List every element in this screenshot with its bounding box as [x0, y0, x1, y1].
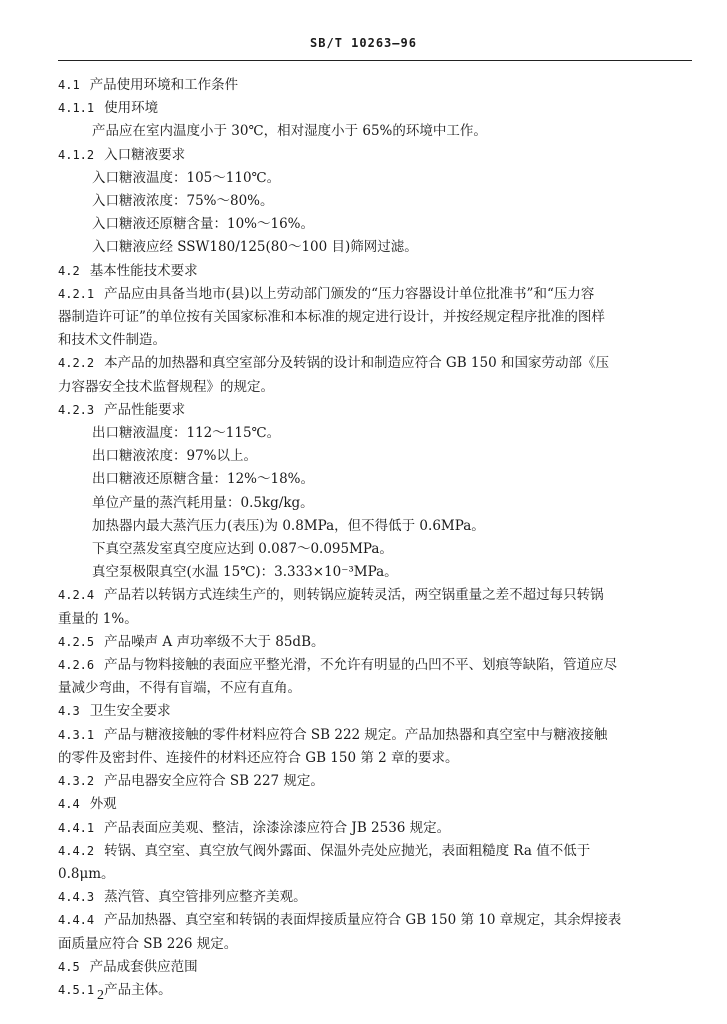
- indented-line: 入口糖液浓度：75%～80%。: [92, 193, 274, 210]
- section-number: 4.1: [58, 78, 80, 92]
- indented-line: 出口糖液温度：112～115℃。: [92, 425, 281, 442]
- section-number: 4.3: [58, 704, 80, 719]
- continuation-line: 力容器安全技术监督规程》的规定。: [58, 378, 274, 395]
- indented-line: 下真空蒸发室真空度应达到 0.087～0.095MPa。: [92, 541, 393, 558]
- section-line: [58, 979, 692, 1002]
- header-rule: [58, 60, 692, 61]
- indented-line: 真空泵极限真空(水温 15℃)：3.333×10⁻³MPa。: [92, 564, 398, 581]
- section-text: 本产品的加热器和真空室部分及转锅的设计和制造应符合 GB 150 和国家劳动部《压: [104, 355, 609, 372]
- section-text: 产品电器安全应符合 SB 227 规定。: [104, 773, 324, 790]
- section-line: [58, 724, 692, 747]
- section-text: 产品成套供应范围: [89, 958, 198, 975]
- section-text: 外观: [89, 796, 117, 813]
- section-line: [58, 352, 692, 375]
- indented-line: 入口糖液还原糖含量：10%～16%。: [92, 216, 315, 233]
- indented-line: 入口糖液温度：105～110℃。: [92, 169, 281, 186]
- section-number: 4.2.1: [58, 286, 95, 301]
- section-line: [58, 144, 692, 167]
- section-text: 产品表面应美观、整洁，涂漆涂漆应符合 JB 2536 规定。: [104, 819, 451, 836]
- section-line: [58, 283, 692, 306]
- section-line: [58, 260, 692, 283]
- section-line: [58, 886, 692, 909]
- section-text: 使用环境: [104, 100, 159, 117]
- section-line: [58, 584, 692, 607]
- section-number: 4.1.2: [58, 147, 95, 162]
- section-text: 基本性能技术要求: [89, 262, 198, 279]
- continuation-line: 量减少弯曲，不得有盲端，不应有直角。: [58, 680, 301, 697]
- section-number: 4.3.1: [58, 727, 95, 742]
- section-number: 4.2.3: [58, 402, 95, 417]
- section-text: 转锅、真空室、真空放气阀外露面、保温外壳处应抛光，表面粗糙度 Ra 值不低于: [104, 842, 591, 859]
- section-text: 入口糖液要求: [104, 146, 186, 163]
- indented-line: 产品应在室内温度小于 30℃，相对湿度小于 65%的环境中工作。: [92, 123, 487, 140]
- section-number: 4.3.2: [58, 774, 95, 789]
- indented-line: 出口糖液浓度：97%以上。: [92, 448, 258, 465]
- section-number: 4.4.1: [58, 820, 95, 835]
- section-number: 4.2.6: [58, 658, 95, 673]
- section-text: 产品应由具备当地市(县)以上劳动部门颁发的“压力容器设计单位批准书”和“压力容: [104, 285, 595, 302]
- section-line: [58, 956, 692, 979]
- section-text: 产品若以转锅方式连续生产的，则转锅应旋转灵活，两空锅重量之差不超过每只转锅: [104, 587, 604, 604]
- indented-line: 加热器内最大蒸汽压力(表压)为 0.8MPa，但不得低于 0.6MPa。: [92, 517, 485, 534]
- document-header: SB/T 10263—96: [310, 36, 417, 50]
- section-text: 产品主体。: [104, 981, 172, 998]
- continuation-line: 重量的 1%。: [58, 610, 138, 627]
- section-text: 产品使用环境和工作条件: [89, 77, 239, 93]
- section-text: 产品加热器、真空室和转锅的表面焊接质量应符合 GB 150 第 10 章规定，其余焊接表: [104, 912, 622, 929]
- section-number: 4.4.4: [58, 913, 95, 928]
- section-line: [58, 399, 692, 422]
- section-text: 产品噪声 A 声功率级不大于 85dB。: [104, 633, 325, 650]
- section-line: [58, 817, 692, 840]
- section-number: 4.4.2: [58, 843, 95, 858]
- section-line: [58, 74, 692, 97]
- section-line: [58, 840, 692, 863]
- section-text: 卫生安全要求: [89, 703, 171, 720]
- section-number: 4.4.3: [58, 890, 95, 905]
- section-text: 产品性能要求: [104, 401, 186, 418]
- section-number: 4.5.1: [58, 982, 95, 997]
- section-line: [58, 631, 692, 654]
- section-line: [58, 654, 692, 677]
- section-line: [58, 793, 692, 816]
- section-number: 4.1.1: [58, 101, 95, 116]
- section-number: 4.2.5: [58, 634, 95, 649]
- section-number: 4.2.2: [58, 356, 95, 371]
- continuation-line: 面质量应符合 SB 226 规定。: [58, 935, 238, 952]
- continuation-line: 和技术文件制造。: [58, 332, 166, 349]
- section-line: [58, 770, 692, 793]
- indented-line: 出口糖液还原糖含量：12%～18%。: [92, 471, 315, 488]
- document-body: [58, 74, 692, 1002]
- indented-line: 入口糖液应经 SSW180/125(80～100 目)筛网过滤。: [92, 239, 418, 256]
- section-text: 产品与物料接触的表面应平整光滑，不允许有明显的凸凹不平、划痕等缺陷，管道应尽: [104, 657, 618, 674]
- section-line: [58, 909, 692, 932]
- section-line: [58, 97, 692, 120]
- section-text: 产品与糖液接触的零件材料应符合 SB 222 规定。产品加热器和真空室中与糖液接触: [104, 726, 608, 743]
- continuation-line: 的零件及密封件、连接件的材料还应符合 GB 150 第 2 章的要求。: [58, 749, 459, 766]
- section-number: 4.2: [58, 263, 80, 278]
- section-text: 蒸汽管、真空管排列应整齐美观。: [104, 889, 307, 906]
- section-line: [58, 700, 692, 723]
- page-number: 2: [97, 988, 104, 1003]
- section-number: 4.4: [58, 797, 80, 812]
- section-number: 4.5: [58, 959, 80, 974]
- continuation-line: 器制造许可证”的单位按有关国家标准和本标准的规定进行设计，并按经规定程序批准的图样: [58, 309, 605, 326]
- section-number: 4.2.4: [58, 588, 95, 603]
- indented-line: 单位产量的蒸汽耗用量：0.5kg/kg。: [92, 494, 314, 511]
- continuation-line: 0.8μm。: [58, 865, 115, 882]
